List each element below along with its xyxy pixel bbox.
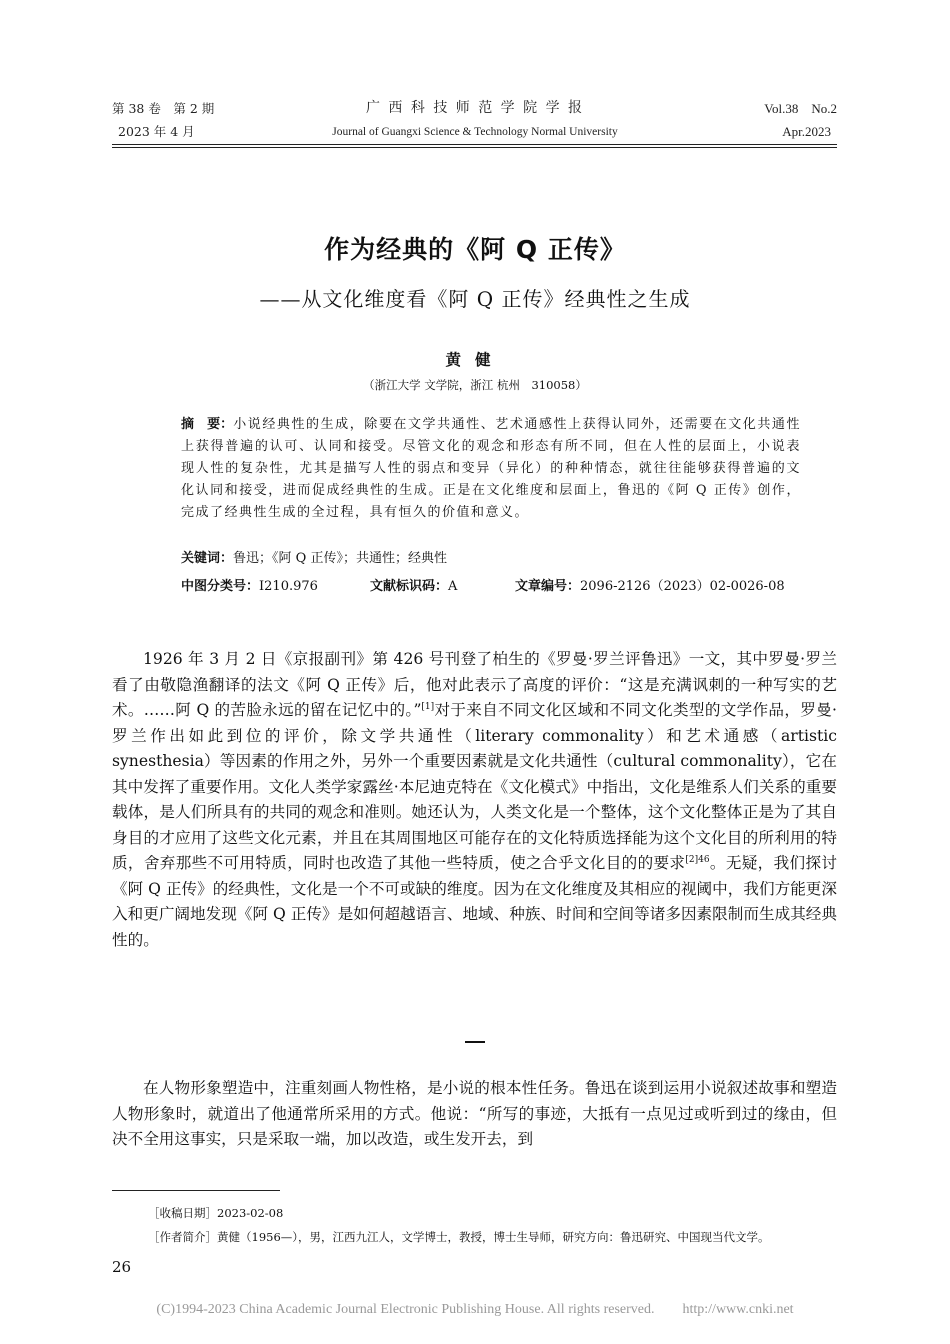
article-subtitle: ——从文化维度看《阿 Q 正传》经典性之生成 bbox=[259, 287, 691, 311]
p1-text-b: 对于来自不同文化区域和不同文化类型的文学作品，罗曼·罗兰作出如此到位的评价，除文学共通性（literary commonality）和艺术通感（artistic synesthesia）等因素的作用之外，另外一个重要因素就是文化共通性（cultural commonality），它在其中发挥了重要作用。文化人类学家露丝·本尼迪克特在《文化模式》中指出，文化是维系人们关系的重要载体，是人们所具有的共同的观念和准则。她还认为，人类文化是一个整体，这个文化整体正是为了其自身目的才应用了这些文化元素，并且在其周围地区可能存在的文化特质选择能为这个文化目的所利用的特质，舍弃那些不可用特质，同时也改造了其他一些特质，使之合乎文化目的的要求 bbox=[112, 701, 837, 872]
cnki-watermark: (C)1994-2023 China Academic Journal Electronic Publishing House. All rights reserved. http://www.cnki.net bbox=[156, 1302, 794, 1317]
article-title: 作为经典的《阿 Q 正传》 bbox=[324, 235, 626, 264]
page-number: 26 bbox=[112, 1258, 132, 1276]
bio-value: 黄健（1956—），男，江西九江人，文学博士，教授，博士生导师，研究方向：鲁迅研究、中国现当代文学。 bbox=[217, 1230, 770, 1244]
article-number-value: 2096-2126（2023）02-0026-08 bbox=[580, 579, 785, 594]
keywords bbox=[181, 548, 447, 570]
received-label: ［收稿日期］ bbox=[148, 1206, 217, 1220]
received-date bbox=[148, 1205, 283, 1221]
keywords-text: 鲁迅；《阿 Q 正传》；共通性；经典性 bbox=[233, 551, 447, 566]
document-code bbox=[370, 576, 457, 598]
document-code-value: A bbox=[448, 579, 458, 594]
p2-text: 在人物形象塑造中，注重刻画人物性格，是小说的根本性任务。鲁迅在谈到运用小说叙述故事和塑造人物形象时，就道出了他通常所采用的方式。他说：“所写的事迹，大抵有一点见过或听到过的缘由，但决不全用这事实，只是采取一端，加以改造，或生发开去，到 bbox=[112, 1079, 837, 1148]
abstract-label: 摘 要： bbox=[181, 417, 234, 432]
header-rule bbox=[112, 144, 837, 145]
article-number bbox=[515, 576, 785, 598]
publication-date: 2023 年 4 月 bbox=[118, 124, 195, 139]
clc-value: I210.976 bbox=[259, 579, 318, 594]
author-name: 黄健 bbox=[445, 351, 505, 369]
citation-1: [1] bbox=[421, 701, 435, 712]
clc-label: 中图分类号： bbox=[181, 579, 260, 594]
author-affiliation: （浙江大学 文学院，浙江 杭州 310058） bbox=[363, 378, 587, 392]
clc-number bbox=[181, 576, 318, 598]
document-code-label: 文献标识码： bbox=[370, 579, 449, 594]
footnote-rule bbox=[112, 1190, 280, 1191]
volume-issue: 第 38 卷 第 2 期 bbox=[112, 101, 215, 116]
p1-text-a: 1926 年 3 月 2 日《京报副刊》第 426 号刊登了柏生的《罗曼·罗兰评鲁迅》一文，其中罗曼·罗兰看了由敬隐渔翻译的法文《阿 Q 正传》后，他对此表示了高度的评价：“这是充满讽刺的一种写实的艺术。……阿 Q 的苦脸永远的留在记忆中的。” bbox=[112, 650, 837, 719]
volume-issue-en: Vol.38 No.2 bbox=[764, 101, 837, 116]
body-paragraph-1 bbox=[112, 647, 837, 953]
citation-2: [2]46 bbox=[685, 854, 710, 865]
publication-date-en: Apr.2023 bbox=[782, 124, 831, 139]
section-number-one bbox=[465, 1041, 485, 1043]
keywords-label: 关键词： bbox=[181, 551, 234, 566]
header-rule-double bbox=[112, 147, 837, 148]
article-number-label: 文章编号： bbox=[515, 579, 581, 594]
bio-label: ［作者简介］ bbox=[148, 1230, 217, 1244]
journal-title-cn: 广 西 科 技 师 范 学 院 学 报 bbox=[365, 100, 585, 116]
received-value: 2023-02-08 bbox=[217, 1206, 284, 1220]
p1-text-c: 。无疑，我们探讨《阿 Q 正传》的经典性，文化是一个不可或缺的维度。因为在文化维度及其相应的视阈中，我们方能更深入和更广阔地发现《阿 Q 正传》是如何超越语言、地域、种族、时间和空间等诸多因素限制而生成其经典性的。 bbox=[112, 854, 837, 949]
abstract bbox=[181, 414, 801, 524]
author-bio bbox=[148, 1229, 770, 1245]
abstract-text: 小说经典性的生成，除要在文学共通性、艺术通感性上获得认同外，还需要在文化共通性上获得普遍的认可、认同和接受。尽管文化的观念和形态有所不同，但在人性的层面上，小说表现人性的复杂性，尤其是描写人性的弱点和变异（异化）的种种情态，就往往能够获得普遍的文化认同和接受，进而促成经典性的生成。正是在文化维度和层面上，鲁迅的《阿 Q 正传》创作，完成了经典性生成的全过程，具有恒久的价值和意义。 bbox=[181, 417, 801, 520]
journal-title-en: Journal of Guangxi Science & Technology Normal University bbox=[332, 126, 618, 138]
body-paragraph-2 bbox=[112, 1076, 837, 1153]
